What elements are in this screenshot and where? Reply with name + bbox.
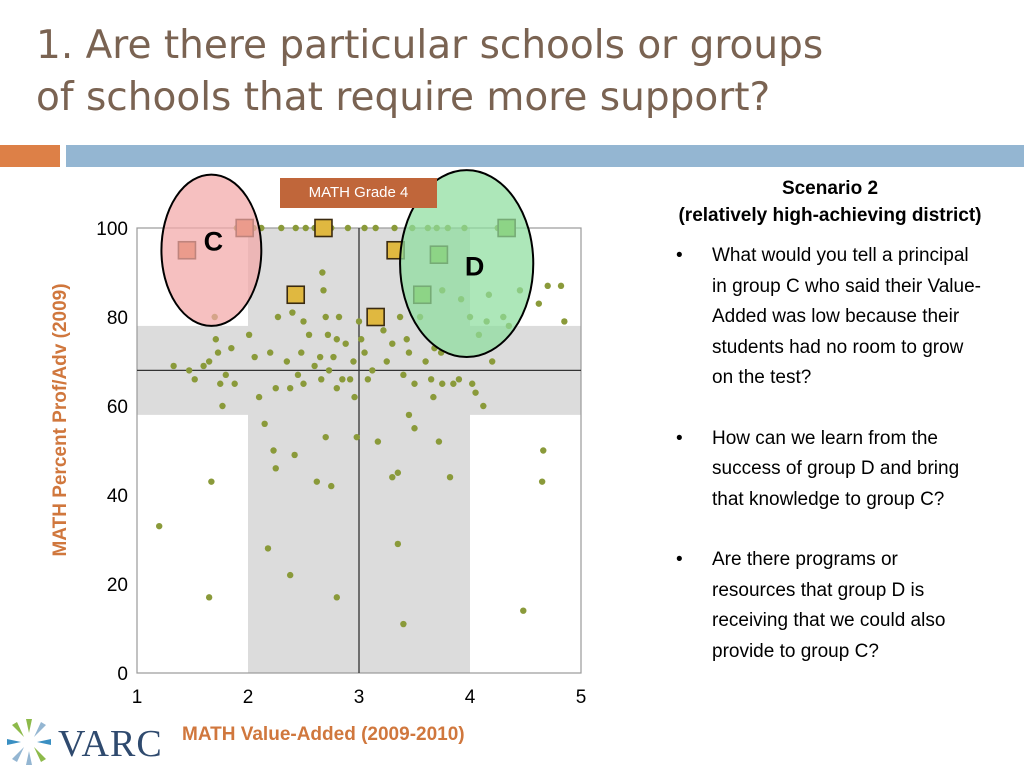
data-point [350, 358, 356, 364]
data-point [404, 336, 410, 342]
data-point [300, 381, 306, 387]
data-point [395, 541, 401, 547]
bullet-item [676, 241, 986, 394]
data-point [520, 608, 526, 614]
data-point [397, 314, 403, 320]
y-tick-label: 40 [106, 486, 128, 507]
x-tick-label: 3 [353, 687, 365, 708]
data-point [275, 314, 281, 320]
data-point [298, 349, 304, 355]
scenario-bullets [676, 241, 986, 697]
data-point [261, 421, 267, 427]
data-point [351, 394, 357, 400]
data-point [217, 381, 223, 387]
data-point [284, 358, 290, 364]
data-point [303, 225, 309, 231]
data-point [389, 341, 395, 347]
data-point [320, 287, 326, 293]
bullet-text: Are there programs or resources that group D is receiving that we could also provide to group C? [712, 549, 946, 662]
data-point [545, 283, 551, 289]
data-point [317, 354, 323, 360]
data-point [223, 372, 229, 378]
y-tick-label: 0 [117, 664, 128, 685]
data-point [365, 376, 371, 382]
group-label-d: D [464, 251, 485, 282]
data-point [219, 403, 225, 409]
data-point [273, 385, 279, 391]
group-label-c: C [203, 226, 224, 257]
data-point [326, 367, 332, 373]
data-point [430, 394, 436, 400]
logo-text: VARC [58, 723, 163, 765]
data-point [536, 300, 542, 306]
data-point [265, 545, 271, 551]
data-point [256, 394, 262, 400]
data-point [406, 349, 412, 355]
data-point [291, 452, 297, 458]
scenario-heading [620, 175, 1024, 229]
data-point [215, 349, 221, 355]
data-point [206, 594, 212, 600]
data-point [369, 367, 375, 373]
data-point [354, 434, 360, 440]
data-point [325, 332, 331, 338]
data-point [375, 438, 381, 444]
data-point [306, 332, 312, 338]
bullet-dot: • [676, 549, 683, 570]
bullet-text: What would you tell a principal in group C who said their Value-Added was low because their students had no room to grow on the test? [712, 245, 981, 388]
highlight-square [287, 286, 304, 303]
data-point [450, 381, 456, 387]
data-point [439, 381, 445, 387]
data-point [561, 318, 567, 324]
y-axis-label: MATH Percent Prof/Adv (2009) [50, 283, 71, 557]
data-point [228, 345, 234, 351]
data-point [395, 470, 401, 476]
data-point [489, 358, 495, 364]
bullet-dot: • [676, 245, 683, 266]
data-point [411, 425, 417, 431]
data-point [323, 314, 329, 320]
data-point [251, 354, 257, 360]
data-point [287, 572, 293, 578]
data-point [406, 412, 412, 418]
data-point [330, 354, 336, 360]
data-point [289, 309, 295, 315]
y-tick-label: 20 [106, 575, 128, 596]
bullet-item [676, 545, 986, 667]
data-point [334, 336, 340, 342]
data-point [336, 314, 342, 320]
highlight-square [315, 220, 332, 237]
data-point [270, 447, 276, 453]
x-tick-label: 1 [131, 687, 143, 708]
data-point [287, 385, 293, 391]
data-point [208, 478, 214, 484]
data-point [361, 225, 367, 231]
data-point [422, 358, 428, 364]
data-point [200, 363, 206, 369]
data-point [278, 225, 284, 231]
x-tick-label: 2 [242, 687, 254, 708]
data-point [295, 372, 301, 378]
data-point [472, 389, 478, 395]
data-point [273, 465, 279, 471]
data-point [356, 318, 362, 324]
data-point [334, 594, 340, 600]
data-point [389, 474, 395, 480]
data-point [213, 336, 219, 342]
data-point [361, 349, 367, 355]
slide-title-line-1: 1. Are there particular schools or groups [36, 23, 824, 68]
data-point [372, 225, 378, 231]
data-point [186, 367, 192, 373]
data-point [345, 225, 351, 231]
data-point [411, 381, 417, 387]
y-tick-label: 80 [106, 308, 128, 329]
data-point [358, 336, 364, 342]
bullet-dot: • [676, 427, 683, 449]
data-point [384, 358, 390, 364]
data-point [539, 478, 545, 484]
data-point [380, 327, 386, 333]
data-point [246, 332, 252, 338]
data-point [323, 434, 329, 440]
data-point [192, 376, 198, 382]
scenario-subtitle: (relatively high-achieving district) [678, 205, 982, 226]
data-point [540, 447, 546, 453]
data-point [170, 363, 176, 369]
data-point [391, 225, 397, 231]
bullet-text: How can we learn from the success of group D and bring that knowledge to group C? [712, 427, 960, 510]
highlight-square [367, 309, 384, 326]
data-point [311, 363, 317, 369]
slide-title-line-2: of schools that require more support? [36, 75, 771, 120]
chart-badge: MATH Grade 4 [280, 178, 437, 208]
data-point [428, 376, 434, 382]
data-point [334, 385, 340, 391]
data-point [231, 381, 237, 387]
data-point [558, 283, 564, 289]
data-point [328, 483, 334, 489]
x-axis-label: MATH Value-Added (2009-2010) [182, 724, 465, 745]
data-point [342, 341, 348, 347]
data-point [447, 474, 453, 480]
data-point [456, 376, 462, 382]
data-point [293, 225, 299, 231]
data-point [267, 349, 273, 355]
data-point [469, 381, 475, 387]
y-tick-label: 100 [96, 219, 128, 240]
x-tick-label: 4 [464, 687, 476, 708]
data-point [480, 403, 486, 409]
y-tick-label: 60 [106, 397, 128, 418]
scenario-title: Scenario 2 [781, 178, 879, 199]
data-point [339, 376, 345, 382]
data-point [318, 376, 324, 382]
x-tick-label: 5 [575, 687, 587, 708]
bullet-item [676, 424, 986, 516]
data-point [400, 372, 406, 378]
data-point [436, 438, 442, 444]
data-point [300, 318, 306, 324]
data-point [156, 523, 162, 529]
data-point [319, 269, 325, 275]
data-point [347, 376, 353, 382]
data-point [400, 621, 406, 627]
data-point [206, 358, 212, 364]
data-point [314, 478, 320, 484]
